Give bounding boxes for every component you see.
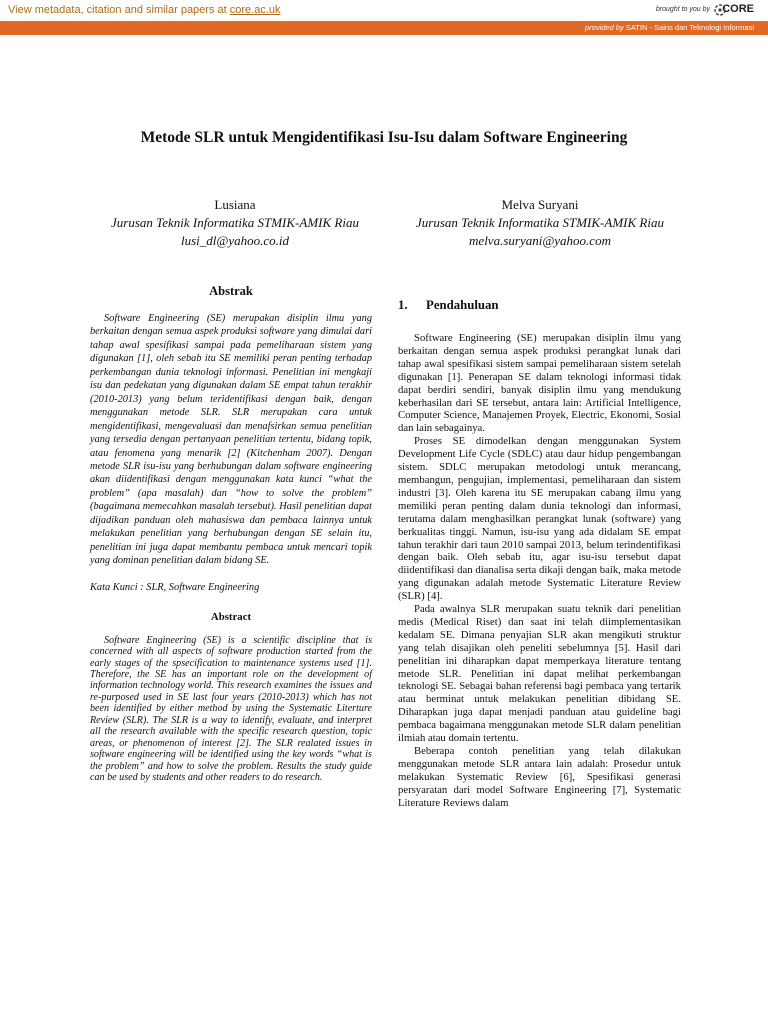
author-affiliation: Jurusan Teknik Informatika STMIK-AMIK Riau <box>416 215 664 230</box>
section-title: Pendahuluan <box>426 298 499 312</box>
core-provider-bar <box>0 21 768 35</box>
core-banner <box>0 0 768 22</box>
body-paragraph: Beberapa contoh penelitian yang telah dilakukan menggunakan metode SLR antara lain adalah: Prosedur untuk melakukan Systematic Review [6], Spesifikasi generasi persyaratan dari model Software Engineering [7], Systematic Literature Reviews dalam <box>398 745 681 809</box>
abstract-heading: Abstract <box>210 610 252 623</box>
brought-to-you-by-text: brought to you by <box>655 6 710 13</box>
body-paragraph: Pada awalnya SLR merupakan suatu teknik dari penelitian medis (Medical Riset) dan saat ini telah diimplementasikan kedalam SE. Dimana penyajian SLR akan mengikuti struktur yang telah disajikan oleh peneliti sebelumnya [5]. Hasil dari penelitian ini diharapkan dapat memperkaya literature tentang metode SLR. Penelitian ini dapat melihat perkembangan teknologi SE. Sebagai bahan referensi bagi pembaca yang tertarik atau berminat untuk melakukan penelitian dibidang SE. Diharapkan juga dapat menjadi panduan atau guideline bagi pembaca bagaimana menggunakan metode SLR dalam penelitian ilmiah atau domain tertentu. <box>398 603 681 745</box>
abstrak-text: Software Engineering (SE) merupakan disiplin ilmu yang berkaitan dengan semua aspek produksi software yang dimulai dari tahap awal spesifikasi sampai pada pemeliharaan sistem yang digunakan [1], oleh sebab itu SE memiliki peran penting terhadap perkembangan dunia teknologi informasi. Penelitian ini mengkaji isu dan pedekatan yang digunakan dalam SE empat tahun terakhir (2010-2013) yang belum teridentifikasi dengan baik, dengan menggunakan metode SLR. SLR merupakan cara untuk mengidentifikasi, mengevaluasi dan menafsirkan semua penelitian yang tersedia dengan pertanyaan penelitian tertentu, bidang topik, atau fenomena yang menarik [2] (Kitchenham 2007). Dengan metode SLR isu-isu yang berhubungan dalam software engineering akan diidentifikasi dengan menggunakan kata kunci “what the problem” (apa masalah) dan “how to solve the problem” (bagaimana memecahkan masalah tersebut). Hasil penelitian dapat dijadikan panduan oleh mahasiswa dan pembaca lainnya untuk melakukan penelitian yang berhubungan dengan SE selain itu, penelitian ini juga dapat membantu pembaca untuk mencari topik yang dominan penelitian dalam bidang SE. <box>90 313 372 567</box>
author-name: Melva Suryani <box>501 197 579 212</box>
author-email: melva.suryani@yahoo.com <box>469 233 611 248</box>
section-heading <box>398 298 681 313</box>
provided-by-prefix: provided by <box>585 23 624 32</box>
core-metadata-prefix: View metadata, citation and similar papers at <box>8 4 230 16</box>
abstrak-heading: Abstrak <box>209 284 253 298</box>
right-column <box>398 298 681 810</box>
core-logo-text[interactable]: CORE <box>722 3 754 15</box>
author-name: Lusiana <box>214 197 256 212</box>
core-ac-uk-link[interactable]: core.ac.uk <box>229 4 281 16</box>
keywords-text: Kata Kunci : SLR, Software Engineering <box>90 581 260 593</box>
author-affiliation: Jurusan Teknik Informatika STMIK-AMIK Riau <box>111 215 359 230</box>
core-metadata-text <box>8 4 281 16</box>
author-email: lusi_dl@yahoo.co.id <box>180 233 289 248</box>
author-block-1 <box>85 196 385 250</box>
abstract-text: Software Engineering (SE) is a scientific discipline that is concerned with all aspects of software production started from the early stages of the spsecification to maintenance systems used [1]. Therefore, the SE has an important role on the development of information technology world. This research examines the issues and re-purposed used in SE last four years (2010-2013) which has not been identified by either method by using the Systematic Literture Review (SLR). The SLR is a way to identify, evaluate, and interpret all the research available with the specific research question, topic areas, or phenomenon of interest [2]. The SLR realated issues in software engineering will be identified using the key words “what is the problem” and how to solve the problem. Results the study guide can be used by students and other readers to do research. <box>90 634 372 784</box>
body-paragraph: Proses SE dimodelkan dengan menggunakan System Development Life Cycle (SDLC) atau daur hidup pengembangan sistem. SDLC merupakan metodologi untuk merancang, membangun, pengujian, implementasi, pemeliharaan dan sistem industri [3]. Oleh karena itu SE merupakan cabang ilmu yang memiliki peran penting dalam dunia teknologi dan informasi, terutama dalam menghasilkan perangkat lunak (software) yang berkualitas tinggi. Namun, isu-isu yang ada didalam SE empat tahun terakhir dari taun 2010 sampai 2013, belum terindentifikasi dengan baik. Oleh sebab itu, agar isu-isu tersebut dapat diidentifikasi dan dianalisa serta dikaji dengan baik, maka metode yang digunakan adalah metode Systematic Literature Review (SLR) [4]. <box>398 435 681 603</box>
body-paragraph: Software Engineering (SE) merupakan disiplin ilmu yang berkaitan dengan semua aspek produksi perangkat lunak dari tahap awal spesifikasi sistem sampai pemeliharaan sistem setelah digunakan [1]. Penerapan SE dalam teknologi informasi tidak dapat berdiri sendiri, banyak disiplin ilmu yang mendukung keberhasilan dari SE tersebut, antara lain: Artificial Intelligence, Computer Science, Manajemen Proyek, Electric, Ekonomi, Sosial dan lain sebagainya. <box>398 332 681 435</box>
provider-name: SATIN - Sains dan Teknologi Informasi <box>625 23 754 32</box>
author-block-2 <box>390 196 690 250</box>
left-column <box>90 284 372 784</box>
section-number: 1. <box>398 298 408 312</box>
provided-by-text <box>585 23 754 32</box>
paper-title: Metode SLR untuk Mengidentifikasi Isu-Isu dalam Software Engineering <box>140 129 628 146</box>
